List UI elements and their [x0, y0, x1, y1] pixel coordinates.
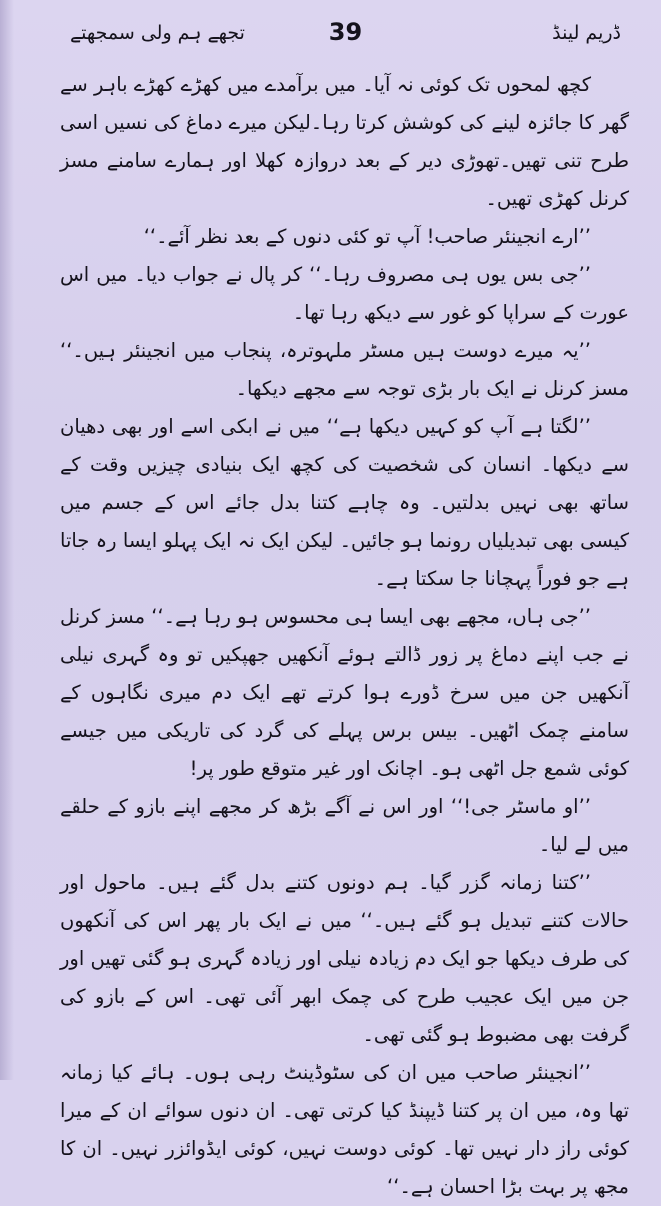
page-body [60, 66, 629, 1206]
paragraph: کچھ لمحوں تک کوئی نہ آیا۔ میں برآمدے میں کھڑے کھڑے باہر سے گھر کا جائزہ لینے کی کوشش کرتا رہا۔لیکن میرے دماغ کی نسیں اسی طرح تنی تھیں۔تھوڑی دیر کے بعد دروازہ کھلا اور ہمارے سامنے مسز کرنل کھڑی تھیں۔ [60, 73, 629, 210]
paragraph: ’’جی ہاں، مجھے بھی ایسا ہی محسوس ہو رہا ہے۔‘‘ مسز کرنل نے جب اپنے دماغ پر زور ڈالتے ہوئے آنکھیں جھپکیں تو وہ گہری نیلی آنکھیں جن میں سرخ ڈورے ہوا کرتے تھے ایک دم میری نگاہوں کے سامنے چمک اٹھیں۔ بیس برس پہلے کی گرد کی تاریکی میں جیسے کوئی شمع جل اٹھی ہو۔ اچانک اور غیر متوقع طور پر! [60, 605, 629, 780]
paragraph: ’’جی بس یوں ہی مصروف رہا۔‘‘ کر پال نے جواب دیا۔ میں اس عورت کے سراپا کو غور سے دیکھ رہا تھا۔ [60, 263, 629, 324]
page-spine-shadow [0, 0, 14, 1080]
paragraph: ’’انجینئر صاحب میں ان کی سٹوڈینٹ رہی ہوں۔ ہائے کیا زمانہ تھا وہ، میں ان پر کتنا ڈیپنڈ کیا کرتی تھی۔ ان دنوں سوائے ان کے میرا کوئی راز دار نہیں تھا۔ کوئی دوست نہیں، کوئی ایڈوائزر نہیں۔ ان کا مجھ پر بہت بڑا احسان ہے۔‘‘ [60, 1061, 629, 1198]
paragraph: ’’کتنا زمانہ گزر گیا۔ ہم دونوں کتنے بدل گئے ہیں۔ ماحول اور حالات کتنے تبدیل ہو گئے ہیں۔‘‘ میں نے ایک بار پھر اس کی آنکھوں کی طرف دیکھا جو ایک دم زیادہ نیلی اور زیادہ گہری ہو گئی تھیں اور جن میں ایک عجیب طرح کی چمک ابھر آئی تھی۔ اس کے بازو کی گرفت بھی مضبوط ہو گئی تھی۔ [60, 871, 629, 1046]
paragraph: ’’او ماسٹر جی!‘‘ اور اس نے آگے بڑھ کر مجھے اپنے بازو کے حلقے میں لے لیا۔ [60, 795, 629, 856]
chapter-title: تجھے ہم ولی سمجھتے [70, 22, 245, 44]
paragraph: ’’ارے انجینئر صاحب! آپ تو کئی دنوں کے بعد نظر آئے۔‘‘ [143, 225, 591, 248]
paragraph: ’’یہ میرے دوست ہیں مسٹر ملہوترہ، پنجاب میں انجینئر ہیں۔‘‘ مسز کرنل نے ایک بار بڑی توجہ سے مجھے دیکھا۔ [60, 339, 629, 400]
book-title: ڈریم لینڈ [552, 22, 621, 44]
page-number: 39 [328, 18, 363, 46]
paragraph: ’’لگتا ہے آپ کو کہیں دیکھا ہے‘‘ میں نے ابکی اسے اور بھی دھیان سے دیکھا۔ انسان کی شخصیت کی کچھ ایک بنیادی چیزیں وقت کے ساتھ بھی نہیں بدلتیں۔ وہ چاہے کتنا بدل جائے اس کے جسم میں کیسی بھی تبدیلیاں رونما ہو جائیں۔ لیکن ایک نہ ایک پہلو ایسا رہ جاتا ہے جو فوراً پہچانا جا سکتا ہے۔ [60, 415, 629, 590]
page-header [70, 18, 621, 58]
